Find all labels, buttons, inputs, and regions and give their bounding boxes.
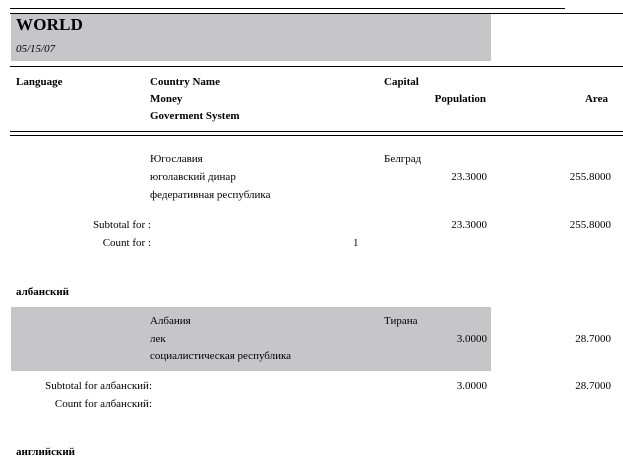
group-language: албанский bbox=[16, 286, 70, 298]
column-header-capital: Capital bbox=[384, 76, 419, 88]
record-capital: Белград bbox=[384, 153, 422, 165]
record-population: 3.0000 bbox=[456, 333, 487, 345]
count-label: Count for албанский: bbox=[54, 398, 152, 410]
column-header-population: Population bbox=[434, 93, 486, 105]
subtotal-population: 23.3000 bbox=[451, 219, 487, 231]
column-header-government-system: Goverment System bbox=[150, 110, 240, 122]
group-language: английский bbox=[16, 446, 76, 458]
count-label: Count for : bbox=[102, 237, 151, 249]
header-bottom-rule-2 bbox=[10, 135, 623, 136]
subtotal-label: Subtotal for албанский: bbox=[45, 380, 152, 392]
count-value: 1 bbox=[353, 237, 359, 249]
header-top-rule bbox=[10, 66, 623, 67]
column-header-money: Money bbox=[150, 93, 183, 105]
column-header-area: Area bbox=[584, 93, 608, 105]
record-government-system: федеративная республика bbox=[150, 189, 271, 201]
record-capital: Тирана bbox=[384, 315, 418, 327]
subtotal-area: 28.7000 bbox=[575, 380, 611, 392]
record-area: 28.7000 bbox=[575, 333, 611, 345]
record-money: лек bbox=[150, 333, 166, 345]
record-country: Югославия bbox=[150, 153, 203, 165]
record-money: юголавский динар bbox=[150, 171, 236, 183]
record-population: 23.3000 bbox=[451, 171, 487, 183]
record-government-system: социалистическая республика bbox=[150, 350, 292, 362]
record-country: Албания bbox=[150, 315, 191, 327]
header-bottom-rule-1 bbox=[10, 131, 623, 132]
subtotal-label: Subtotal for : bbox=[92, 219, 151, 231]
column-header-language: Language bbox=[16, 76, 63, 88]
report-title: WORLD bbox=[16, 15, 84, 34]
top-rule-1 bbox=[10, 8, 565, 9]
report-date: 05/15/07 bbox=[16, 43, 56, 55]
subtotal-population: 3.0000 bbox=[456, 380, 487, 392]
subtotal-area: 255.8000 bbox=[569, 219, 611, 231]
column-header-country-name: Country Name bbox=[150, 76, 220, 88]
record-area: 255.8000 bbox=[569, 171, 611, 183]
